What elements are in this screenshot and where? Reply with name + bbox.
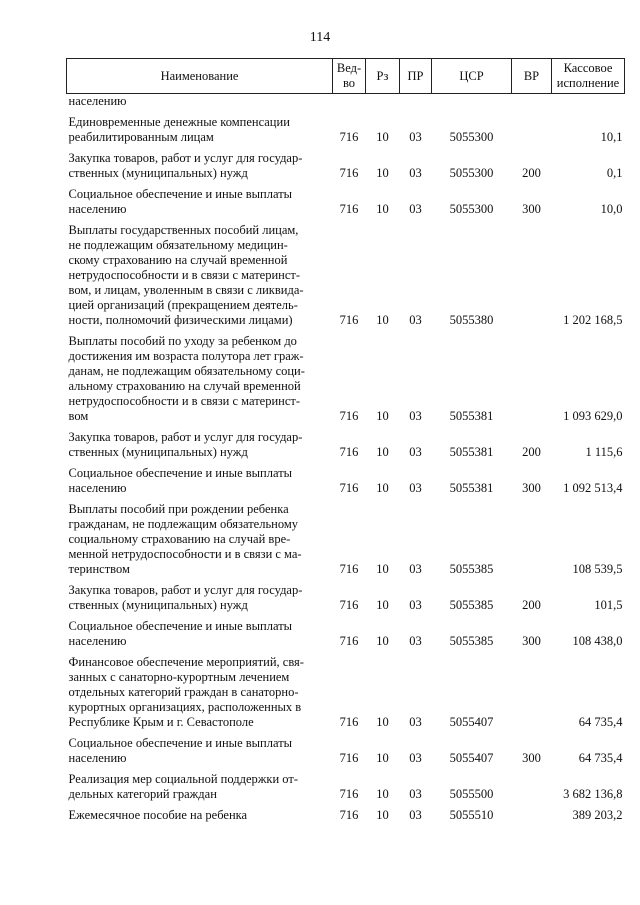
- row-name-line: дельных категорий граждан: [68, 787, 217, 801]
- row-name-line: отдельных категорий граждан в санаторно-: [68, 685, 299, 699]
- row-amount: 1 093 629,0: [563, 409, 623, 423]
- row-name-line: социальному страхованию на случай вре-: [68, 532, 291, 546]
- row-vr: 300: [522, 634, 541, 648]
- row-rz: 10: [376, 313, 389, 327]
- row-name-line: Выплаты пособий при рождении ребенка: [68, 502, 289, 516]
- row-name-line: Социальное обеспечение и иные выплаты: [68, 736, 293, 750]
- row-name-line: нетрудоспособности и в связи с материнст-: [68, 394, 301, 408]
- row-ved: 716: [339, 634, 359, 648]
- header-rz: Рз: [366, 59, 400, 94]
- row-name-line: курортных организациях, расположенных в: [68, 700, 302, 714]
- row-name-line: скому страхованию на случай временной: [68, 253, 288, 267]
- table-row: [67, 115, 625, 145]
- row-name-line: Республике Крым и г. Севастополе: [68, 715, 254, 729]
- row-name: [67, 334, 333, 424]
- row-name-line: населению: [68, 481, 127, 495]
- row-csr: 5055385: [449, 598, 494, 612]
- budget-table: [66, 58, 625, 823]
- row-ved: 716: [339, 598, 359, 612]
- row-pr: 03: [409, 751, 422, 765]
- row-name-line: Социальное обеспечение и иные выплаты: [68, 619, 293, 633]
- row-name-line: вом, и лицам, уволенным в связи с ликвида-: [68, 283, 304, 297]
- row-name: [67, 736, 333, 766]
- row-ved: 716: [339, 166, 359, 180]
- row-csr: 5055380: [449, 313, 494, 327]
- row-csr: 5055407: [449, 715, 494, 729]
- row-vr: [512, 115, 552, 145]
- header-pr: ПР: [400, 59, 432, 94]
- row-name: [67, 619, 333, 649]
- row-ved: 716: [339, 787, 359, 801]
- row-amount: 1 115,6: [585, 445, 623, 459]
- row-csr: 5055407: [449, 751, 494, 765]
- header-name: Наименование: [67, 59, 333, 94]
- row-name-line: Закупка товаров, работ и услуг для государ-: [68, 583, 303, 597]
- header-kas: [552, 59, 625, 94]
- row-vr: 200: [522, 166, 541, 180]
- row-csr: 5055385: [449, 634, 494, 648]
- row-name: [67, 502, 333, 577]
- row-vr: 200: [522, 598, 541, 612]
- row-pr: 03: [409, 445, 422, 459]
- row-rz: 10: [376, 445, 389, 459]
- row-amount: 108 438,0: [572, 634, 623, 648]
- row-ved: 716: [339, 481, 359, 495]
- row-amount: 108 539,5: [572, 562, 623, 576]
- row-vr: 200: [522, 445, 541, 459]
- row-name-line: населению: [68, 751, 127, 765]
- table-row: [67, 736, 625, 766]
- row-name: [67, 772, 333, 802]
- row-name: [67, 187, 333, 217]
- row-ved: 716: [339, 715, 359, 729]
- row-csr: 5055300: [449, 130, 494, 144]
- row-name-line: данам, не подлежащим обязательному соци-: [68, 364, 305, 378]
- table-header-row: [67, 59, 625, 94]
- row-pr: 03: [409, 715, 422, 729]
- row-pr: 03: [409, 166, 422, 180]
- row-rz: 10: [376, 562, 389, 576]
- row-name-line: Ежемесячное пособие на ребенка: [68, 808, 248, 822]
- row-name: [67, 430, 333, 460]
- row-vr: 300: [522, 481, 541, 495]
- row-name-line: не подлежащим обязательному медицин-: [68, 238, 288, 252]
- row-name-line: альному страхованию на случай временной: [68, 379, 301, 393]
- row-pr: 03: [409, 202, 422, 216]
- row-vr: [512, 808, 552, 823]
- row-amount: 10,1: [600, 130, 623, 144]
- row-pr: 03: [409, 787, 422, 801]
- row-name-line: достижения им возраста полутора лет граж-: [68, 349, 304, 363]
- row-ved: 716: [339, 751, 359, 765]
- row-name-line: теринством: [68, 562, 130, 576]
- row-pr: 03: [409, 313, 422, 327]
- row-name-line: реабилитированным лицам: [68, 130, 214, 144]
- table-row: [67, 502, 625, 577]
- table-row: [67, 808, 625, 823]
- header-ved: [333, 59, 366, 94]
- row-rz: 10: [376, 715, 389, 729]
- row-csr: 5055300: [449, 202, 494, 216]
- row-name-line: населению: [68, 634, 127, 648]
- row-pr: 03: [409, 598, 422, 612]
- row-name-line: вом: [68, 409, 89, 423]
- row-rz: 10: [376, 481, 389, 495]
- row-rz: 10: [376, 598, 389, 612]
- row-ved: 716: [339, 808, 359, 822]
- row-rz: 10: [376, 130, 389, 144]
- row-name-line: Закупка товаров, работ и услуг для государ-: [68, 151, 303, 165]
- row-csr: 5055300: [449, 166, 494, 180]
- row-name-line: населению: [68, 202, 127, 216]
- row-name-line: ственных (муниципальных) нужд: [68, 166, 248, 180]
- row-csr: 5055381: [449, 409, 494, 423]
- table-row: [67, 619, 625, 649]
- row-vr: [512, 502, 552, 577]
- row-name-line: Выплаты пособий по уходу за ребенком до: [68, 334, 297, 348]
- table-row: [67, 151, 625, 181]
- row-rz: 10: [376, 166, 389, 180]
- row-pr: 03: [409, 808, 422, 822]
- row-csr: 5055381: [449, 481, 494, 495]
- header-csr: ЦСР: [432, 59, 512, 94]
- row-name-line: Финансовое обеспечение мероприятий, свя-: [68, 655, 304, 669]
- row-name: [67, 808, 333, 823]
- table-row: [67, 223, 625, 328]
- row-name: [67, 151, 333, 181]
- row-name-line: Реализация мер социальной поддержки от-: [68, 772, 299, 786]
- row-amount: 101,5: [594, 598, 623, 612]
- row-amount: 3 682 136,8: [563, 787, 623, 801]
- header-kas-line1: Кассовое: [563, 61, 613, 75]
- row-pr: 03: [409, 562, 422, 576]
- row-name: [67, 655, 333, 730]
- row-amount: 64 735,4: [578, 715, 623, 729]
- row-name-line: ственных (муниципальных) нужд: [68, 598, 248, 612]
- header-kas-line2: исполнение: [556, 76, 620, 90]
- row-amount: 10,0: [600, 202, 623, 216]
- row-rz: 10: [376, 808, 389, 822]
- row-name-line: ственных (муниципальных) нужд: [68, 445, 248, 459]
- row-rz: 10: [376, 409, 389, 423]
- header-vr: ВР: [512, 59, 552, 94]
- row-name-line: ности, полномочий физическими лицами): [68, 313, 293, 327]
- table-row: [67, 655, 625, 730]
- row-ved: 716: [339, 202, 359, 216]
- row-pr: 03: [409, 481, 422, 495]
- row-rz: 10: [376, 202, 389, 216]
- row-amount: 389 203,2: [572, 808, 623, 822]
- row-amount: 1 202 168,5: [563, 313, 623, 327]
- header-ved-line2: во: [342, 76, 356, 90]
- row-name-line: менной нетрудоспособности и в связи с ма-: [68, 547, 302, 561]
- row-csr: 5055510: [449, 808, 494, 822]
- row-pr: 03: [409, 130, 422, 144]
- row-vr: 300: [522, 202, 541, 216]
- row-amount: 0,1: [606, 166, 623, 180]
- row-rz: 10: [376, 787, 389, 801]
- row-csr: 5055385: [449, 562, 494, 576]
- row-name: [67, 223, 333, 328]
- row-vr: 300: [522, 751, 541, 765]
- row-csr: 5055500: [449, 787, 494, 801]
- row-name-line: Выплаты государственных пособий лицам,: [68, 223, 299, 237]
- row-rz: 10: [376, 634, 389, 648]
- row-pr: 03: [409, 409, 422, 423]
- row-name-line: Социальное обеспечение и иные выплаты: [68, 466, 293, 480]
- table-row: [67, 772, 625, 802]
- table-body: [67, 94, 625, 824]
- row-vr: [512, 772, 552, 802]
- row-name-line: Закупка товаров, работ и услуг для государ-: [68, 430, 303, 444]
- row-ved: 716: [339, 409, 359, 423]
- continuation-row: [67, 94, 625, 110]
- row-vr: [512, 655, 552, 730]
- row-amount: 1 092 513,4: [563, 481, 623, 495]
- row-name: [67, 115, 333, 145]
- page-number: 114: [309, 30, 331, 45]
- row-ved: 716: [339, 313, 359, 327]
- row-name-line: нетрудоспособности и в связи с материнст-: [68, 268, 301, 282]
- row-amount: 64 735,4: [578, 751, 623, 765]
- row-ved: 716: [339, 130, 359, 144]
- row-csr: 5055381: [449, 445, 494, 459]
- row-pr: 03: [409, 634, 422, 648]
- row-name-line: гражданам, не подлежащим обязательному: [68, 517, 299, 531]
- row-vr: [512, 334, 552, 424]
- row-name-line: Единовременные денежные компенсации: [68, 115, 290, 129]
- row-name-line: цией организаций (прекращением деятель-: [68, 298, 298, 312]
- table-row: [67, 430, 625, 460]
- row-name: [67, 583, 333, 613]
- continuation-text: населению: [68, 94, 127, 108]
- table-row: [67, 466, 625, 496]
- table-row: [67, 334, 625, 424]
- row-vr: [512, 223, 552, 328]
- row-name-line: Социальное обеспечение и иные выплаты: [68, 187, 293, 201]
- row-name-line: занных с санаторно-курортным лечением: [68, 670, 290, 684]
- row-name: [67, 466, 333, 496]
- table-row: [67, 583, 625, 613]
- row-ved: 716: [339, 562, 359, 576]
- header-ved-line1: Вед-: [336, 61, 362, 75]
- row-ved: 716: [339, 445, 359, 459]
- table-row: [67, 187, 625, 217]
- row-rz: 10: [376, 751, 389, 765]
